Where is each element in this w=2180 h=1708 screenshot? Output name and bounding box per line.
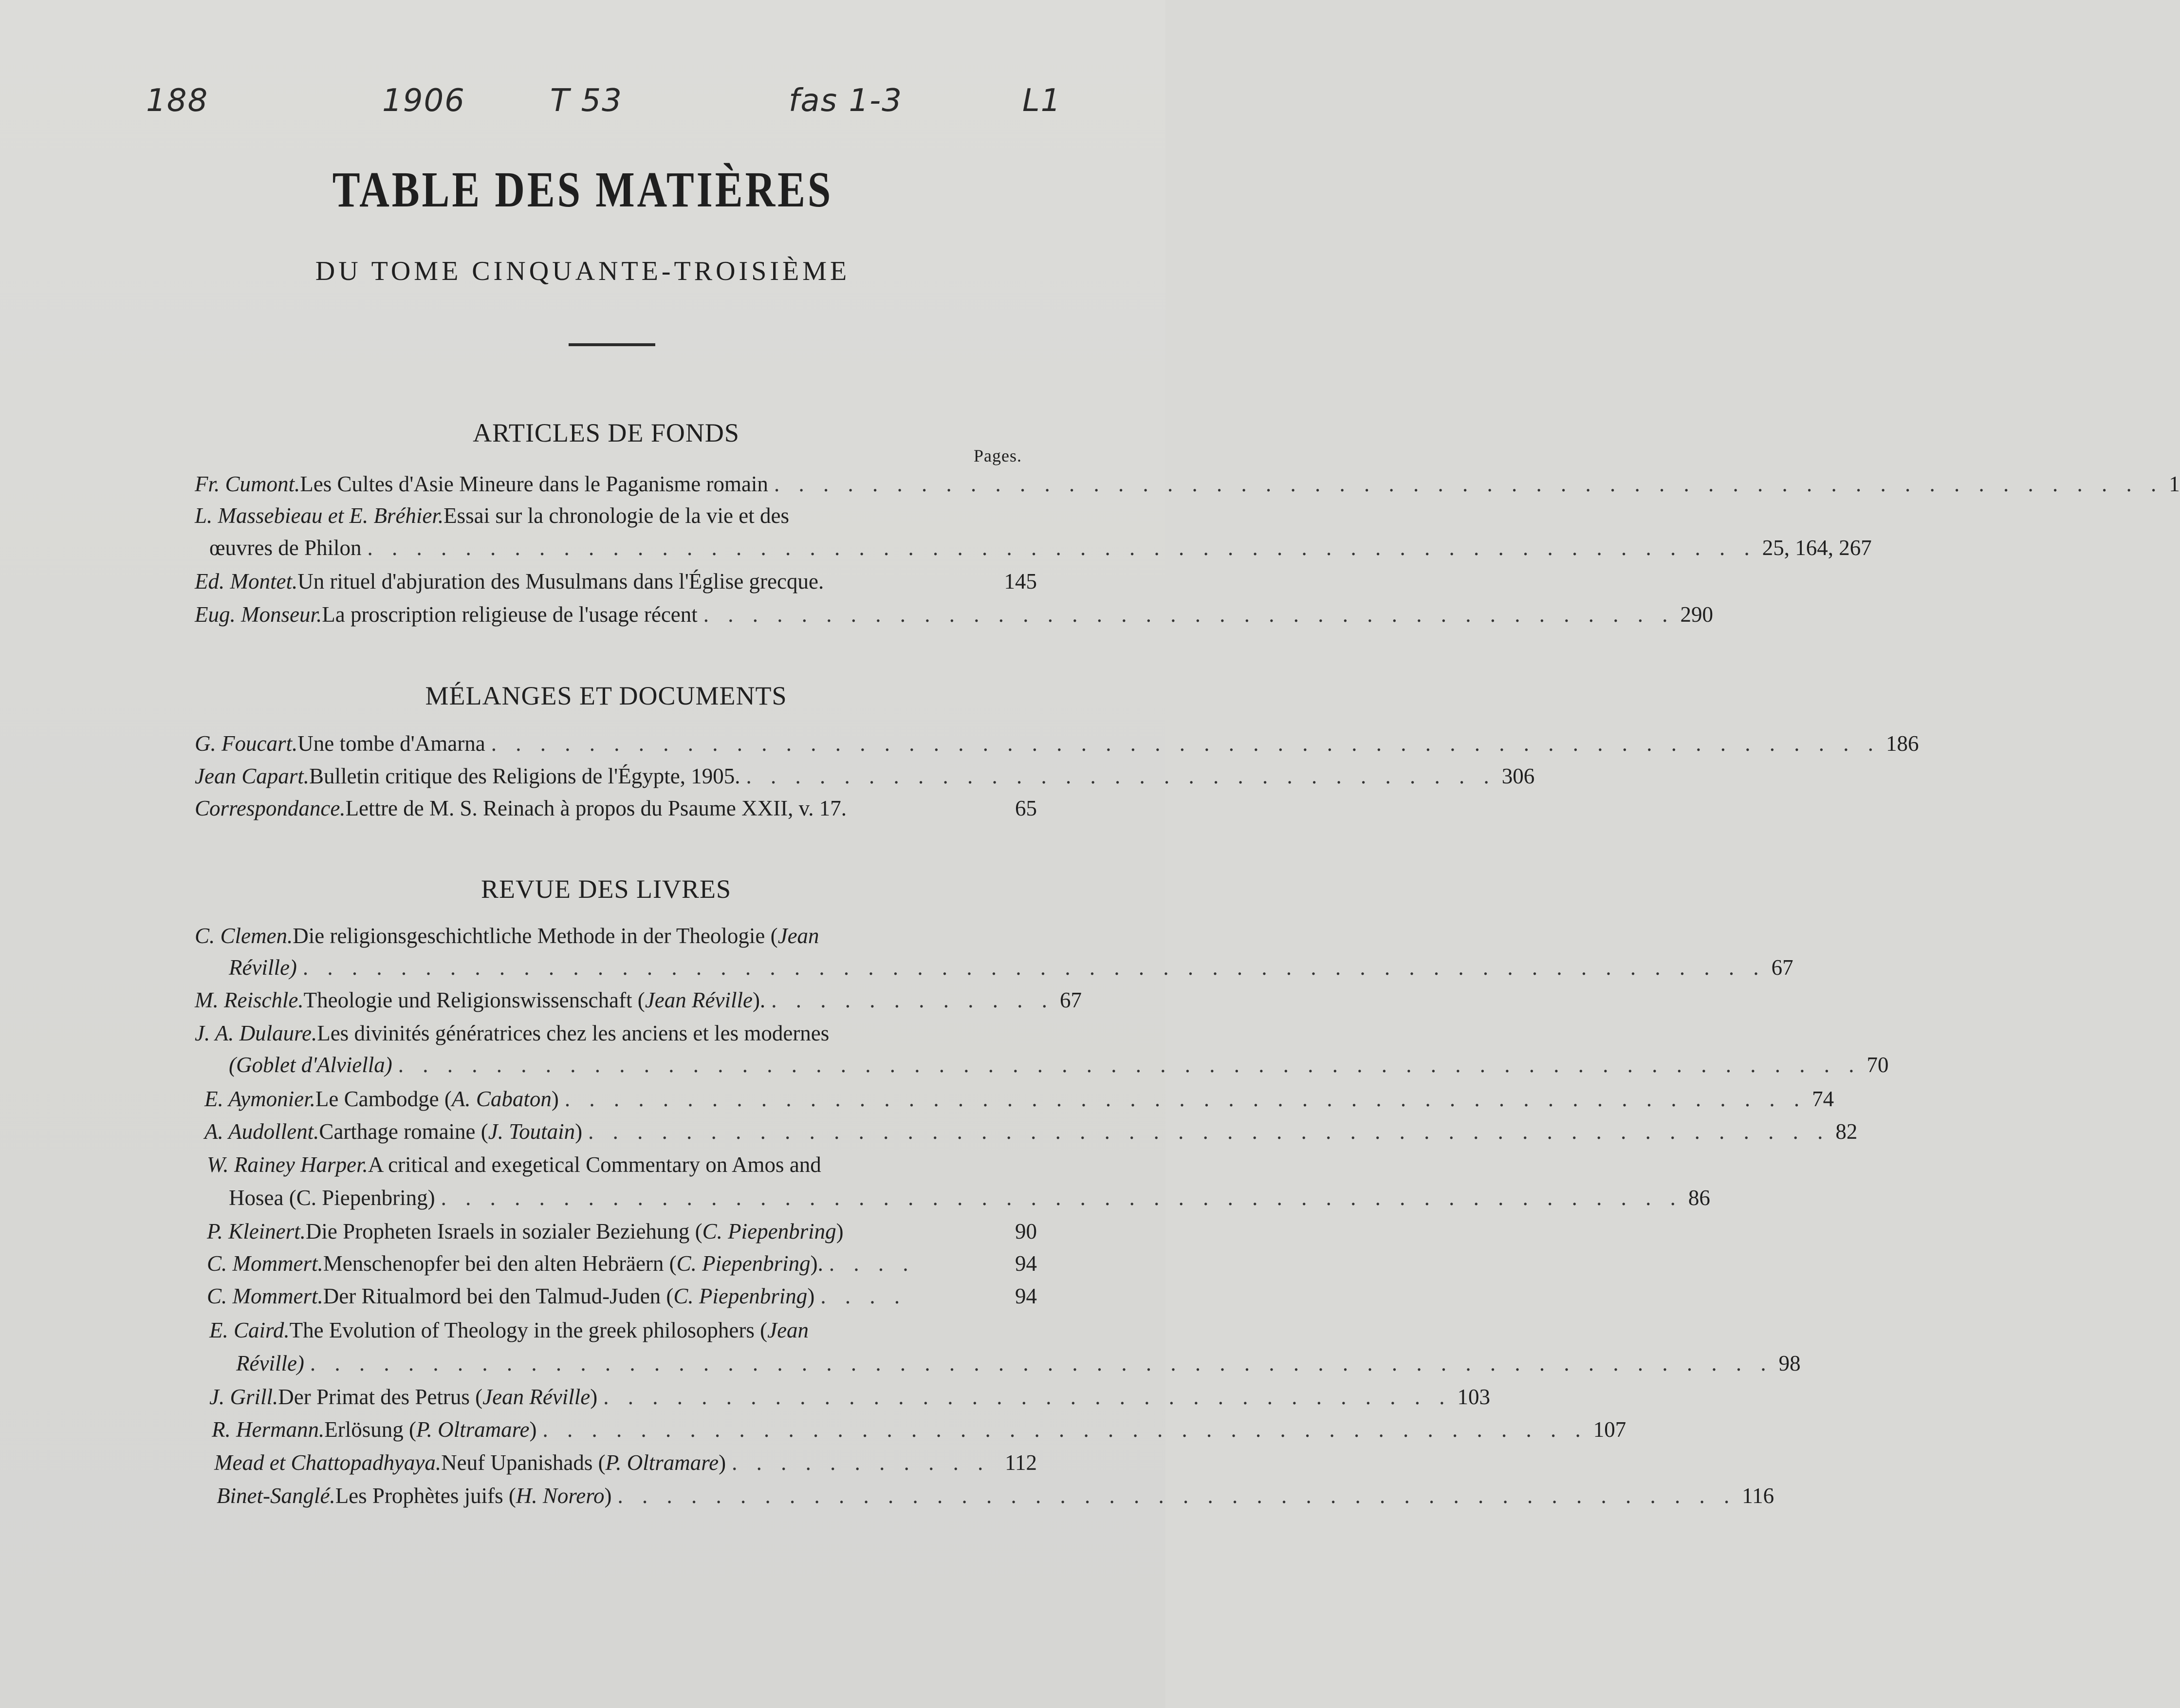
- entry-title-end: ): [807, 1284, 815, 1308]
- entry-title-end: ).: [810, 1251, 823, 1276]
- entry-reviewer: Jean Réville: [645, 988, 753, 1012]
- entry-author: Binet-Sanglé.: [217, 1484, 335, 1508]
- entry-page: 116: [1742, 1484, 1774, 1508]
- entry-page: 82: [1835, 1119, 1858, 1144]
- toc-entry: [195, 1018, 1037, 1049]
- entry-author: G. Foucart.: [195, 731, 298, 756]
- dot-leader: . . . . . . . . . . . . . . . . . . . . . . . . . . . . . . .: [746, 764, 1496, 788]
- entry-author: A. Audollent.: [204, 1119, 319, 1144]
- entry-reviewer: P. Oltramare: [416, 1417, 530, 1442]
- entry-title: Bulletin critique des Religions de l'Égypte, 1905.: [309, 764, 740, 788]
- dot-leader: . . . . . . . . . . . . . . . . . . . . . . . . . . . . . . . . . . . . . . . . . . . . . . . . . . . . . . . . .: [367, 536, 1756, 560]
- toc-entry: [195, 984, 1082, 1016]
- entry-author: C. Mommert.: [207, 1284, 323, 1308]
- dot-leader: . . . .: [820, 1284, 907, 1308]
- dot-leader: . . . . . . . . . . . . . . . . . . . . . . . . . . . . . . . . . . . . . . . .: [703, 602, 1675, 627]
- dot-leader: . . . . . . . . . . . . . . . . . . . . . . . . . . . . . . . . . . . . . . . . . . .: [542, 1417, 1588, 1442]
- entry-title: Erlösung (: [324, 1417, 416, 1442]
- entry-reviewer: H. Norero: [516, 1484, 605, 1508]
- toc-entry: [204, 1116, 1858, 1147]
- entry-page: 145: [1004, 569, 1037, 594]
- toc-entry: [207, 1248, 1037, 1279]
- toc-entry: [195, 599, 1714, 630]
- handwritten-note-3: T 53: [550, 83, 623, 119]
- entry-title: Die religionsgeschichtliche Methode in der Theologie (: [293, 924, 778, 948]
- entry-reviewer: P. Oltramare: [605, 1450, 719, 1475]
- entry-title: La proscription religieuse de l'usage récent: [322, 602, 698, 627]
- entry-author: E. Caird.: [209, 1318, 290, 1342]
- entry-author: P. Kleinert.: [207, 1219, 306, 1244]
- toc-entry: [195, 500, 1037, 531]
- entry-title: Neuf Upanishads (: [441, 1450, 606, 1475]
- entry-title-end: ): [590, 1385, 598, 1409]
- dot-leader: . . . . . . . . . . . . . . . . . . . . . . . . . . . . . . . . . . . . . . . . . . . . . . . . . . . . . . . . .: [491, 731, 1880, 756]
- toc-entry: [195, 566, 1037, 597]
- toc-entry-continuation: [229, 952, 1793, 983]
- toc-entry: [214, 1447, 1037, 1478]
- entry-title-continued: Réville): [229, 955, 297, 980]
- entry-title-continued: (Goblet d'Alviella): [229, 1053, 392, 1077]
- entry-title-continued: Réville): [236, 1351, 304, 1375]
- entry-title-continued: œuvres de Philon: [209, 536, 362, 560]
- entry-page: 70: [1866, 1053, 1889, 1077]
- entry-author: Mead et Chattopadhyaya.: [214, 1450, 442, 1475]
- entry-page: 186: [1885, 731, 1919, 756]
- entry-title-end: ): [719, 1450, 726, 1475]
- dot-leader: . . . . . . . . . . . . . . . . . . . . . . . . . . . . . . . . . . . . . . . . . . . . . . . . . . . . . . . . . . . .: [398, 1053, 1861, 1077]
- handwritten-note-2: 1906: [382, 83, 465, 119]
- toc-entry: [204, 1083, 1834, 1114]
- entry-title: Le Cambodge (: [315, 1087, 452, 1111]
- pages-column-label: Pages.: [974, 446, 1022, 465]
- dot-leader: . . . . . . . . . . . . . . . . . . . . . . . . . . . . . . . . . . . . . . . . . . . . . . . . . . .: [588, 1119, 1830, 1144]
- entry-title: Der Ritualmord bei den Talmud-Juden (: [323, 1284, 674, 1308]
- entry-author: J. A. Dulaure.: [195, 1021, 317, 1045]
- entry-author: C. Mommert.: [207, 1251, 323, 1276]
- toc-entry-continuation: [229, 1049, 1889, 1080]
- entry-page: 112: [1005, 1450, 1037, 1475]
- toc-entry: [195, 761, 1535, 792]
- toc-entry: [195, 920, 1037, 951]
- page-subtitle: DU TOME CINQUANTE-TROISIÈME: [315, 256, 850, 286]
- entry-title: The Evolution of Theology in the greek philosophers (: [289, 1318, 768, 1342]
- toc-entry: [207, 1149, 1037, 1180]
- entry-page: 86: [1688, 1186, 1710, 1210]
- entry-reviewer: J. Toutain: [488, 1119, 575, 1144]
- toc-entry-continuation: [229, 1182, 1710, 1213]
- entry-title: Un rituel d'abjuration des Musulmans dans l'Église grecque.: [297, 569, 824, 594]
- section-heading-revue: REVUE DES LIVRES: [481, 874, 731, 904]
- entry-page: 98: [1778, 1351, 1801, 1375]
- entry-page: 94: [1015, 1284, 1037, 1308]
- entry-reviewer: Jean: [767, 1318, 809, 1342]
- entry-page: 107: [1593, 1417, 1626, 1442]
- toc-entry: [207, 1281, 1037, 1312]
- toc-entry: [217, 1480, 1774, 1511]
- entry-title: Essai sur la chronologie de la vie et des: [443, 503, 789, 528]
- entry-author: E. Aymonier.: [204, 1087, 315, 1111]
- entry-author: Jean Capart.: [195, 764, 309, 788]
- entry-title: Une tombe d'Amarna: [297, 731, 485, 756]
- entry-page: 67: [1771, 955, 1793, 980]
- section-heading-melanges: MÉLANGES ET DOCUMENTS: [425, 681, 787, 710]
- entry-title: Les Prophètes juifs (: [335, 1484, 516, 1508]
- dot-leader: . . . . . . . . . . . . . . . . . . . . . . . . . . . . . . . . . . . . . . . . . . . . . . . . . . . . . . . . . . . .: [310, 1351, 1773, 1375]
- entry-page: 67: [1059, 988, 1082, 1012]
- entry-page: 74: [1812, 1087, 1834, 1111]
- entry-page: 1: [2169, 472, 2180, 496]
- entry-reviewer: C. Piepenbring: [702, 1219, 836, 1244]
- toc-entry: [207, 1216, 1037, 1247]
- entry-title: A critical and exegetical Commentary on Amos and: [368, 1152, 821, 1177]
- entry-author: Fr. Cumont.: [195, 472, 300, 496]
- entry-page: 290: [1680, 602, 1714, 627]
- entry-author: J. Grill.: [209, 1385, 278, 1409]
- entry-title-continued: Hosea (C. Piepenbring): [229, 1186, 435, 1210]
- toc-entry: [195, 793, 1037, 824]
- toc-entry: [195, 728, 1919, 759]
- entry-title-end: ).: [752, 988, 766, 1012]
- entry-page: 90: [1015, 1219, 1037, 1244]
- dot-leader: . . . . . . . . . . . . . . . . . . . . . . . . . . . . . . . . . . .: [603, 1385, 1452, 1409]
- entry-page: 94: [1015, 1251, 1037, 1276]
- entry-title-end: ): [529, 1417, 537, 1442]
- entry-author: Correspondance.: [195, 796, 346, 820]
- handwritten-note-5: L1: [1022, 83, 1062, 119]
- handwritten-note-4: fas 1-3: [789, 83, 903, 119]
- entry-page: 65: [1015, 796, 1037, 820]
- toc-entry-continuation: [236, 1348, 1801, 1379]
- entry-title-end: ): [551, 1087, 559, 1111]
- entry-author: L. Massebieau et E. Bréhier.: [195, 503, 444, 528]
- toc-entry: [212, 1414, 1626, 1445]
- entry-page: 103: [1457, 1385, 1491, 1409]
- dot-leader: . . . . . . . . . . .: [732, 1450, 990, 1475]
- entry-author: Eug. Monseur.: [195, 602, 322, 627]
- entry-title: Les divinités génératrices chez les anciens et les modernes: [317, 1021, 830, 1045]
- entry-author: R. Hermann.: [212, 1417, 325, 1442]
- entry-title: Der Primat des Petrus (: [278, 1385, 483, 1409]
- entry-title-end: ): [836, 1219, 844, 1244]
- dot-leader: . . . . . . . . . . . .: [771, 988, 1054, 1012]
- toc-entry: [209, 1315, 1037, 1346]
- dot-leader: . . . . . . . . . . . . . . . . . . . . . . . . . . . . . . . . . . . . . . . . . . . . . . . . . . . . . . . . .: [774, 472, 2163, 496]
- entry-reviewer: A. Cabaton: [451, 1087, 552, 1111]
- dot-leader: . . . . . . . . . . . . . . . . . . . . . . . . . . . . . . . . . . . . . . . . . . . . . .: [617, 1484, 1737, 1508]
- entry-title: Theologie und Religionswissenschaft (: [303, 988, 645, 1012]
- entry-author: M. Reischle.: [195, 988, 304, 1012]
- toc-entry: [195, 468, 2180, 500]
- title-divider: [569, 343, 655, 346]
- entry-title: Les Cultes d'Asie Mineure dans le Paganisme romain: [300, 472, 768, 496]
- page-title: TABLE DES MATIÈRES: [332, 162, 833, 218]
- dot-leader: . . . . . . . . . . . . . . . . . . . . . . . . . . . . . . . . . . . . . . . . . . . . . . . . . . .: [441, 1186, 1682, 1210]
- dot-leader: . . . .: [829, 1251, 915, 1276]
- dot-leader: . . . . . . . . . . . . . . . . . . . . . . . . . . . . . . . . . . . . . . . . . . . . . . . . . . . . . . . . . . . .: [302, 955, 1766, 980]
- entry-page: 306: [1501, 764, 1535, 788]
- entry-author: W. Rainey Harper.: [207, 1152, 368, 1177]
- entry-title: Carthage romaine (: [319, 1119, 488, 1144]
- handwritten-note-1: 188: [146, 83, 209, 119]
- entry-page: 25, 164, 267: [1762, 536, 1872, 560]
- entry-author: Ed. Montet.: [195, 569, 298, 594]
- entry-title: Lettre de M. S. Reinach à propos du Psaume XXII, v. 17.: [345, 796, 847, 820]
- entry-reviewer: C. Piepenbring: [673, 1284, 808, 1308]
- entry-reviewer: C. Piepenbring: [676, 1251, 811, 1276]
- entry-title-end: ): [575, 1119, 583, 1144]
- entry-reviewer: Jean Réville: [482, 1385, 591, 1409]
- entry-title: Menschenopfer bei den alten Hebräern (: [323, 1251, 677, 1276]
- entry-title-end: ): [604, 1484, 612, 1508]
- section-heading-articles: ARTICLES DE FONDS: [473, 418, 739, 447]
- toc-entry-continuation: [209, 532, 1872, 563]
- dot-leader: . . . . . . . . . . . . . . . . . . . . . . . . . . . . . . . . . . . . . . . . . . . . . . . . . . .: [564, 1087, 1807, 1111]
- toc-entry: [209, 1381, 1491, 1412]
- entry-reviewer: Jean: [777, 924, 819, 948]
- entry-title: Die Propheten Israels in sozialer Beziehung (: [305, 1219, 702, 1244]
- entry-author: C. Clemen.: [195, 924, 293, 948]
